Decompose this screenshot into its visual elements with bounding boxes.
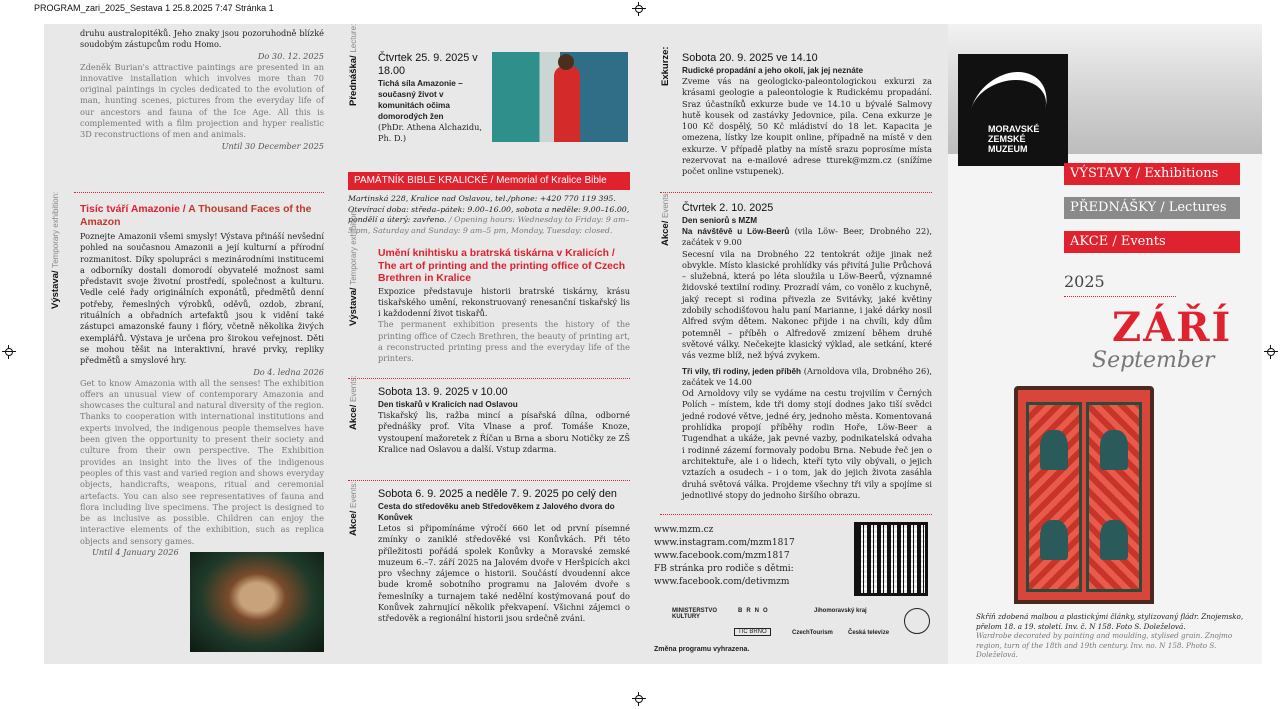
event1-title: Den tiskařů v Kralicích nad Oslavou [378, 400, 518, 409]
seniors-date: Čtvrtek 2. 10. 2025 [682, 202, 774, 214]
event2-label: Akce/ Events: [348, 481, 359, 536]
logo-ct: Česká televize [848, 630, 890, 636]
lecture-label: Přednáška/ Lecture: [348, 23, 359, 106]
exhibition-label: Výstava/ Temporary exhibition: [50, 191, 61, 309]
logo-czechtourism: CzechTourism [792, 630, 833, 636]
links-note: FB stránka pro rodiče s dětmi: [654, 564, 794, 574]
notice: Změna programu vyhrazena. [654, 646, 750, 653]
year: 2025 [1064, 272, 1105, 291]
event1-date: Sobota 13. 9. 2025 v 10.00 [378, 386, 508, 398]
nav-exhibitions[interactable]: VÝSTAVY / Exhibitions [1064, 163, 1240, 185]
caption-cz: Skříň zdobená malbou a plastickými články, stylizovaný fládr. Znojemsko, přelom 18. a 19. století. Inv. č. N 158. Foto S. Doleželová. [976, 612, 1244, 631]
kralice-banner: PAMÁTNÍK BIBLE KRALICKÉ / Memorial of Kralice Bible [348, 172, 630, 190]
lecture-date: Čtvrtek 25. 9. 2025 v 18.00 [378, 52, 478, 77]
lecture-author: (PhDr. Athena Alchazidu, Ph. D.) [378, 122, 483, 144]
intro-date-cz: Do 30. 12. 2025 [257, 50, 324, 61]
logo-mark-icon [971, 72, 1055, 110]
nav-lectures[interactable]: PŘEDNÁŠKY / Lectures [1064, 197, 1240, 219]
excursion-body: Zveme vás na geologicko-paleontologickou exkurzi za krásami geologie a paleontologie k Rudickému propadání. Sraz účastníků exkurze bude ve 14.10 u bývalé Salmovy hutě kousek od zastávky Jedovnice, pila. Cena exkurze je 100 Kč dospělý, 50 Kč mládiství do 18 let. Kapacita je omezena, lístky lze koupit online, případně na místě v den exkurze. V případě platby na místě srazu poprosíme místa rezervovat na e-mailové adrese tturek@mzm.cz (snížíme počet online vstupenek). [682, 76, 932, 177]
caption-en: Wardrobe decorated by painting and moulding, stylised grain. Znojmo region, turn of the 18th and 19th century. Inv. no. N 158. Photo S. Doleželová. [976, 631, 1233, 659]
registration-mark-top [632, 2, 646, 16]
registration-mark-bottom [632, 692, 646, 706]
amazonia-body-en: Get to know Amazonia with all the senses! The exhibition offers an unusual view of contemporary Amazonia and showcases the cultural and natural diversity of the region. Thanks to cooperation with international institutions and experts involved, the indigenous people themselves have been given the opportunity to present their society and culture from their own perspective. The Exhibition provides an insight into the lives of the indigenous peoples of this vast and varied region and shows everyday objects, handicrafts, weapons, ritual and ceremonial artefacts. You can also see representatives of fauna and flora including live specimens. The project is designed to be as inclusive as possible. Children can enjoy the interactive elements of the exhibition, such as replica objects and sensory games. [80, 377, 324, 546]
logo-tic: TIC BRNO [734, 628, 771, 636]
divider [660, 192, 932, 193]
qr-code[interactable] [854, 522, 928, 596]
intro-text-en: Zdeněk Burian's attractive paintings are presented in an innovative installation which involves more than 70 original paintings in cycles dedicated to the evolution of man, hunting scenes, pictures from the everyday life of our ancestors and fauna of the Ice Age. All this is complemented with a film projection and hyper realistic 3D reconstructions of men and animals. [80, 61, 324, 140]
logo-smiley-icon [904, 608, 930, 634]
divider [74, 192, 324, 193]
nav-events[interactable]: AKCE / Events [1064, 231, 1240, 253]
event2-body: Letos si připomínáme výročí 660 let od první písemné zmínky o zaniklé středověké vsi Konůvkách. Při této příležitosti pořádá spolek Konůvky a Moravské zemské muzeum 6.–7. září 2025 na Jalovém dvoře v Heršpicích akci pro všechny zájemce o historii. Součástí dvoudenní akce bude kromě sobotního programu na Jalovém dvoře s řemeslníky a turnajem také nedělní kostýmovaná pouť do Konůvek zahrnující několik překvapení. Všichni zájemci o středověk a regionální historii jsou srdečně zváni. [378, 523, 630, 624]
divider [660, 514, 932, 515]
links-list [654, 524, 844, 589]
divider [348, 480, 630, 481]
event2-title: Cesta do středověku aneb Středověkem z Jalového dvora do Konůvek [378, 502, 615, 522]
seniors-body1: Secesní vila na Drobného 22 tentokrát ožije jinak než obvykle. Místo klasické prohlídky vás přivítá Julie Průchová – služebná, která po léta sloužila u Löw-Beerů, významné židovské textilní rodiny. Prozradí vám, co vonělo z kuchyně, jaký recept si rodina přivezla ze Svitávky, jaké květiny zdobily schodišťovou halu paní Marianne, i jaké dárky nosil Alfred svým dětem. Nakonec přijde i na chvíli, kdy dům potemněl – příběh o Alfredově zmizení během druhé světové války. Nečekejte klasický výklad, ale setkání, které vás vezme blíž, než bývá zvykem. [682, 248, 932, 361]
page-header: PROGRAM_zari_2025_Sestava 1 25.8.2025 7:47 Stránka 1 [34, 3, 274, 13]
lecture-photo [492, 52, 628, 142]
caption [976, 612, 1252, 660]
link-facebook[interactable]: www.facebook.com/mzm1817 [654, 551, 790, 561]
logo-line-3: MUZEUM [988, 144, 1028, 154]
museum-logo [958, 54, 1068, 166]
column-events [654, 24, 944, 664]
divider [1064, 296, 1176, 297]
link-instagram[interactable]: www.instagram.com/mzm1817 [654, 538, 795, 548]
kralice-exhibition-body-cz: Expozice představuje historii bratrské tiskárny, krásu tiskařského umění, rekonstruovaný renesanční tiskařský lis i každodenní život tiskařů. [378, 285, 630, 319]
column-cover [948, 24, 1262, 664]
seniors-title: Den seniorů s MZM [682, 216, 758, 225]
event1-label: Akce/ Events: [348, 375, 359, 430]
partner-logos [654, 608, 944, 648]
column-kralice [342, 24, 644, 664]
event1-body: Tiskařský lis, ražba mincí a písařská dílna, odborné přednášky prof. Víta Vlnase a prof. Tomáše Knoze, vystoupení mažoretek z Říčan u Brna a sboru Notičky ze ZŠ Kralice nad Oslavou a další. Vstup zdarma. [378, 410, 630, 454]
seniors-subtitle: Na návštěvě u Löw-Beerů (vila Löw- Beer, Drobného 22), začátek v 9.00 [682, 226, 932, 248]
event2-date: Sobota 6. 9. 2025 a neděle 7. 9. 2025 po celý den [378, 488, 617, 500]
program-sheet [44, 24, 1262, 664]
kralice-address: Martinská 228, Kralice nad Oslavou, tel./phone: +420 770 119 395. Otevírací doba: středa–pátek: 9.00–16.00, sobota a neděle: 9.00–16.00, pondělí a úterý: zavřeno. / Opening hours: Wednesday to Friday: 9 am–5 pm, Saturday and Sunday: 9 am–5 pm, Monday, Tuesday: closed. [348, 194, 630, 235]
column-amazonia [44, 24, 340, 664]
kralice-exhibition-title: Umění knihtisku a bratrská tiskárna v Kralicích / The art of printing and the printing office of Czech Brethren in Kralice [378, 248, 626, 284]
divider [348, 378, 630, 379]
intro-date-en: Until 30 December 2025 [221, 140, 324, 151]
month-cz: ZÁŘÍ [1112, 304, 1233, 351]
amazonia-date-en: Until 4 January 2026 [92, 547, 179, 558]
registration-mark-left [2, 345, 16, 359]
kralice-exhibition-label: Výstava/ Temporary exhibition: [348, 208, 359, 326]
logo-line-1: MORAVSKÉ [988, 124, 1040, 134]
registration-mark-right [1264, 345, 1278, 359]
kralice-exhibition-body-en: The permanent exhibition presents the history of the printing office of Czech Brethren, the beauty of printing art, a reconstructed printing press and the everyday life of the printers. [378, 319, 630, 364]
logo-jmk: Jihomoravský kraj [814, 608, 867, 614]
logo-ministry: MINISTERSTVO KULTURY [672, 608, 718, 620]
excursion-date: Sobota 20. 9. 2025 ve 14.10 [682, 52, 818, 64]
seniors-subtitle2: Tři vily, tři rodiny, jeden příběh (Arnoldova vila, Drobného 26), začátek ve 14.00 [682, 365, 932, 387]
logo-brno: BRNO [738, 608, 772, 614]
amazonia-body-cz: Poznejte Amazonii všemi smysly! Výstava přináší nevšední pohled na současnou Amazonii a její kulturní a přírodní rozmanitost. Díky spolupráci s mezinárodními institucemi a odborníky dostali domorodí obyvatelé možnost sami představit svoje životní prostředí, společnost a kulturu. Vedle celé řady originálních exponátů, předmětů denní potřeby, řemeslných výrobků, oděvů, ozdob, zbraní, rituálních a obřadních artefaktů jsou k vidění také zástupci amazonské fauny i flóry, včetně několika živých exemplářů. Výstava je určena pro širokou veřejnost. Děti se mohou těšit na interaktivní, hravé prvky, repliky předmětů a smyslové hry. [80, 231, 324, 366]
amazonia-date-cz: Do 4. ledna 2026 [253, 366, 324, 377]
link-facebook-kids[interactable]: www.facebook.com/detivmzm [654, 577, 790, 587]
logo-line-2: ZEMSKÉ [988, 134, 1026, 144]
link-web[interactable]: www.mzm.cz [654, 525, 714, 535]
amazonia-photo [190, 552, 324, 652]
seniors-body2: Od Arnoldovy vily se vydáme na cestu trojvilím v Černých Polích – místem, kde tři domy stojí dodnes jako tiší svědci jedné rodové větve, jedné éry, jednoho města. Komentovaná prohlídka propojí příběhy rodin Hoře, Löw-Beer a Tugendhat a ukáže, jak pevné vazby, podnikatelská odvaha i rodinné zázemí formovaly podobu Brna. Nebude řeč jen o architektuře, ale i o lidech, kteří tyto vily obývali, o jejich vztazích a osudech – i o tom, jak do jejich života zasáhla druhá světová válka. Projdeme všechny tři vily a spojíme si jednotlivé stopy do jednoho širšího obrazu. [682, 388, 932, 500]
intro-text-cz: druhu australopitéků. Jeho znaky jsou pozoruhodně blízké soudobým zástupcům rodu Homo. [80, 28, 324, 50]
excursion-label: Exkurze: [660, 46, 671, 86]
seniors-label: Akce/ Events: [660, 191, 671, 246]
excursion-title: Rudické propadání a jeho okolí, jak jej neznáte [682, 66, 864, 75]
amazonia-title: Tisíc tváří Amazonie / A Thousand Faces of the Amazon [80, 204, 312, 228]
month-en: September [1092, 348, 1215, 373]
lecture-title: Tichá síla Amazonie – současný život v komunitách očima domorodých žen [378, 79, 463, 121]
wardrobe-image [1014, 386, 1154, 604]
